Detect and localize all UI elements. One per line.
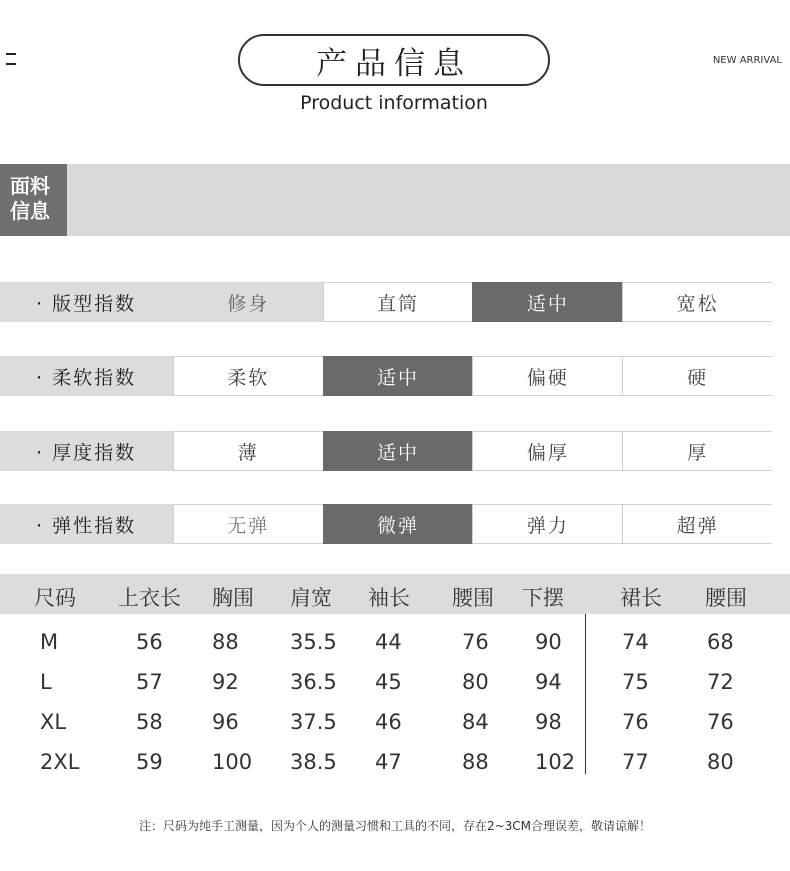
- size-value-cell: 74: [622, 630, 649, 654]
- size-header-cell: 腰围: [452, 586, 494, 610]
- size-value-cell: 47: [375, 750, 402, 774]
- index-row-label: · 柔软指数: [0, 356, 173, 396]
- measurement-note: 注：尺码为纯手工测量，因为个人的测量习惯和工具的不同，存在2~3CM合理误差，敬请谅解！: [138, 819, 652, 833]
- size-value-cell: 76: [622, 710, 649, 734]
- index-row-label: · 版型指数: [0, 282, 173, 322]
- size-header-cell: 上衣长: [118, 586, 181, 610]
- size-value-cell: 80: [707, 750, 734, 774]
- size-label-cell: 2XL: [40, 750, 80, 774]
- index-option-selected: 微弹: [323, 504, 473, 544]
- size-value-cell: 88: [462, 750, 489, 774]
- size-value-cell: 76: [707, 710, 734, 734]
- index-option: 宽松: [622, 282, 772, 322]
- index-option: 硬: [622, 356, 772, 396]
- size-header-cell: 腰围: [705, 586, 747, 610]
- index-option-selected: 适中: [323, 356, 473, 396]
- page-title: 产品信息: [238, 34, 550, 86]
- size-label-cell: L: [40, 670, 52, 694]
- size-value-cell: 98: [535, 710, 562, 734]
- index-option: 偏硬: [472, 356, 622, 396]
- size-label-cell: XL: [40, 710, 67, 734]
- size-value-cell: 37.5: [290, 710, 337, 734]
- size-value-cell: 38.5: [290, 750, 337, 774]
- index-option: 柔软: [173, 356, 323, 396]
- size-value-cell: 46: [375, 710, 402, 734]
- size-value-cell: 68: [707, 630, 734, 654]
- index-row-label: · 厚度指数: [0, 431, 173, 471]
- size-label-cell: M: [40, 630, 59, 654]
- index-option: 无弹: [173, 504, 323, 544]
- size-value-cell: 80: [462, 670, 489, 694]
- size-value-cell: 72: [707, 670, 734, 694]
- index-option: 直筒: [323, 282, 473, 322]
- page-subtitle: Product information: [300, 92, 488, 114]
- index-option: 弹力: [472, 504, 622, 544]
- size-value-cell: 59: [136, 750, 163, 774]
- index-row: [0, 431, 772, 471]
- index-option: 超弹: [622, 504, 772, 544]
- size-value-cell: 102: [535, 750, 576, 774]
- table-divider: [585, 614, 586, 774]
- new-arrival-label: NEW ARRIVAL: [712, 55, 782, 66]
- fabric-label-line2: 信息: [10, 199, 50, 223]
- size-value-cell: 88: [212, 630, 239, 654]
- size-header-cell: 肩宽: [290, 586, 332, 610]
- size-value-cell: 84: [462, 710, 489, 734]
- size-value-cell: 57: [136, 670, 163, 694]
- size-value-cell: 96: [212, 710, 239, 734]
- fabric-label-line1: 面料: [10, 174, 50, 198]
- size-value-cell: 76: [462, 630, 489, 654]
- fabric-info-label: [0, 164, 67, 236]
- size-value-cell: 36.5: [290, 670, 337, 694]
- size-value-cell: 100: [212, 750, 253, 774]
- size-value-cell: 45: [375, 670, 402, 694]
- size-value-cell: 56: [136, 630, 163, 654]
- size-value-cell: 94: [535, 670, 562, 694]
- index-row: [0, 356, 772, 396]
- index-option: 厚: [622, 431, 772, 471]
- index-option-selected: 适中: [472, 282, 622, 322]
- corner-menu-icon: [6, 50, 20, 68]
- size-header-cell: 尺码: [34, 586, 76, 610]
- size-value-cell: 92: [212, 670, 239, 694]
- index-option: 薄: [173, 431, 323, 471]
- index-row: [0, 504, 772, 544]
- index-option-selected: 适中: [323, 431, 473, 471]
- size-header-cell: 裙长: [620, 586, 662, 610]
- size-header-cell: 下摆: [522, 586, 564, 610]
- index-option: 偏厚: [472, 431, 622, 471]
- fabric-info-bar: [0, 164, 790, 236]
- size-header-cell: 袖长: [368, 586, 410, 610]
- size-value-cell: 35.5: [290, 630, 337, 654]
- index-row: [0, 282, 772, 322]
- size-value-cell: 58: [136, 710, 163, 734]
- size-value-cell: 44: [375, 630, 402, 654]
- size-header-cell: 胸围: [212, 586, 254, 610]
- size-value-cell: 90: [535, 630, 562, 654]
- index-row-label: · 弹性指数: [0, 504, 173, 544]
- index-option: 修身: [173, 282, 323, 322]
- size-value-cell: 77: [622, 750, 649, 774]
- size-value-cell: 75: [622, 670, 649, 694]
